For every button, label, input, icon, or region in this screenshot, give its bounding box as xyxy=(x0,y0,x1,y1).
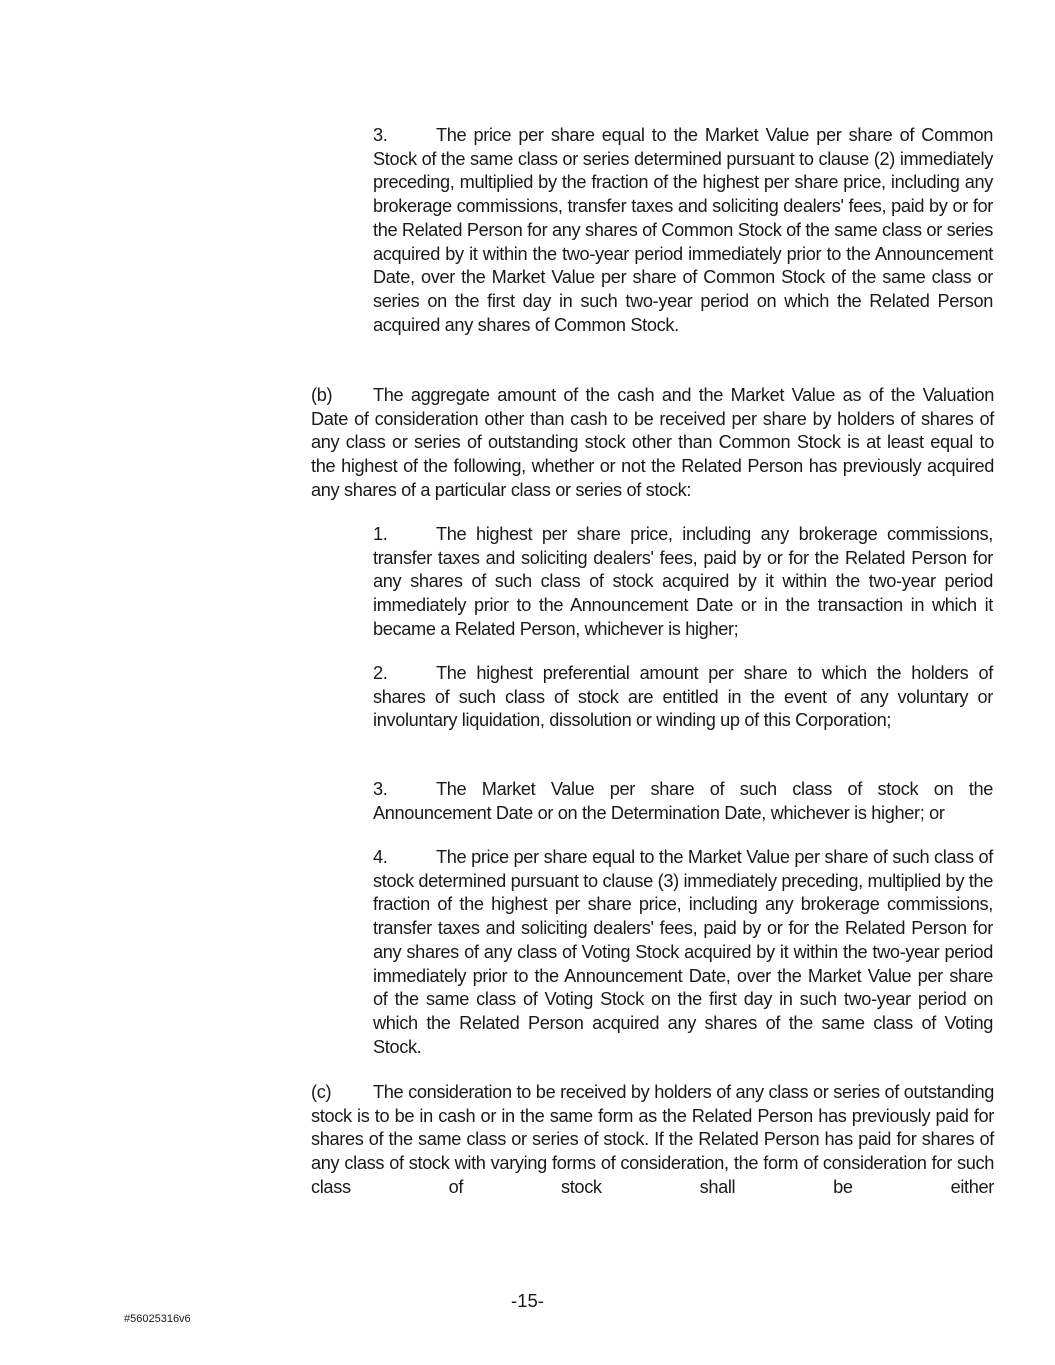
paragraph-text: The consideration to be received by holders of any class or series of outstanding stock is to be in cash or in the same form as the Related Person has previously paid for shares of the same class or series of stock. If the Related Person has paid for shares of any class of stock with varying forms of consideration, the form of consideration for such class of stock shall be either xyxy=(311,1082,994,1197)
paragraph-text: The highest preferential amount per share to which the holders of shares of such class of stock are entitled in the event of any voluntary or involuntary liquidation, dissolution or winding up of this Corporation; xyxy=(373,663,993,731)
paragraph-label: (b) xyxy=(311,385,333,405)
document-id: #56025316v6 xyxy=(124,1313,191,1325)
paragraph-text: The price per share equal to the Market Value per share of Common Stock of the same class or series determined pursuant to clause (2) immediately preceding, multiplied by the fraction of the highest per share price, including any brokerage commissions, transfer taxes and soliciting dealers' fees, paid by or for the Related Person for any shares of Common Stock of the same class or series acquired by it within the two-year period immediately prior to the Announcement Date, over the Market Value per share of Common Stock of the same class or series on the first day in such two-year period on which the Related Person acquired any shares of Common Stock. xyxy=(373,125,994,335)
paragraph-label: 2. xyxy=(373,663,388,683)
paragraph-text: The price per share equal to the Market Value per share of such class of stock determined pursuant to clause (3) immediately preceding, multiplied by the fraction of the highest per share price, including any brokerage commissions, transfer taxes and soliciting dealers' fees, paid by or for the Related Person for any shares of any class of Voting Stock acquired by it within the two-year period immediately prior to the Announcement Date, over the Market Value per share of the same class of Voting Stock on the first day in such two-year period on which the Related Person acquired any shares of the same class of Voting Stock. xyxy=(373,847,994,1057)
paragraph-label: 3. xyxy=(373,779,388,799)
paragraph-label: 4. xyxy=(373,847,388,867)
paragraph-label: 1. xyxy=(373,524,388,544)
paragraph-c xyxy=(248,1081,994,1200)
paragraph-a3 xyxy=(311,124,993,337)
paragraph-text: The Market Value per share of such class of stock on the Announcement Date or on the Determination Date, whichever is higher; or xyxy=(373,779,993,823)
paragraph-text: The highest per share price, including any brokerage commissions, transfer taxes and soliciting dealers' fees, paid by or for the Related Person for any shares of such class of stock acquired by it within the two-year period immediately prior to the Announcement Date or in the transaction in which it became a Related Person, whichever is higher; xyxy=(373,524,993,639)
paragraph-b1 xyxy=(311,523,993,642)
page-number: -15- xyxy=(511,1290,544,1311)
paragraph-b2 xyxy=(311,662,993,733)
paragraph-label: (c) xyxy=(311,1082,332,1102)
paragraph-text: The aggregate amount of the cash and the Market Value as of the Valuation Date of consideration other than cash to be received per share by holders of shares of any class or series of outstanding stock other than Common Stock is at least equal to the highest of the following, whether or not the Related Person has previously acquired any shares of a particular class or series of stock: xyxy=(311,385,994,500)
paragraph-label: 3. xyxy=(373,125,388,145)
paragraph-b3 xyxy=(311,778,993,825)
paragraph-b xyxy=(248,384,994,503)
paragraph-b4 xyxy=(311,846,993,1059)
